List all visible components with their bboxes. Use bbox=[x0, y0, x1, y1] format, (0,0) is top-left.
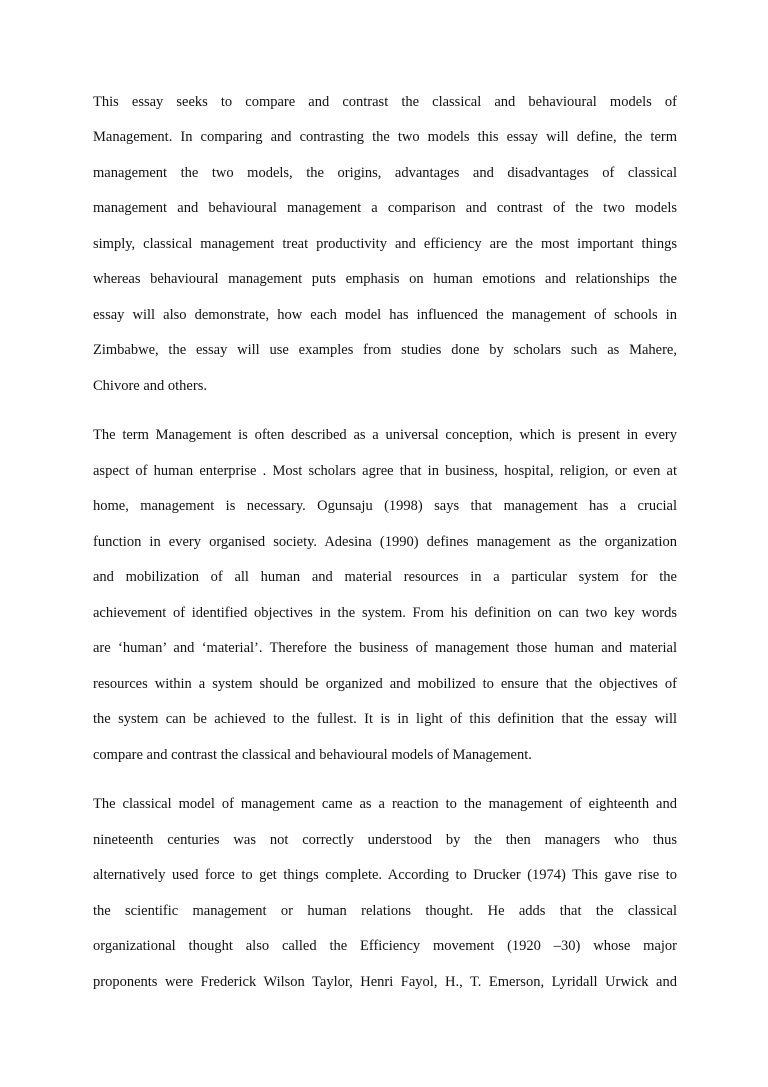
text-line: the system can be achieved to the fullest. It is in light of this definition that the essay will bbox=[93, 711, 677, 727]
text-line: The term Management is often described as a universal conception, which is present in every bbox=[93, 427, 677, 443]
text-line: management the two models, the origins, advantages and disadvantages of classical bbox=[93, 165, 677, 181]
text-line: organizational thought also called the Efficiency movement (1920 –30) whose major bbox=[93, 938, 677, 954]
text-line: alternatively used force to get things complete. According to Drucker (1974) This gave rise to bbox=[93, 867, 677, 883]
text-line: The classical model of management came as a reaction to the management of eighteenth and bbox=[93, 796, 677, 812]
text-line: whereas behavioural management puts emphasis on human emotions and relationships the bbox=[93, 271, 677, 287]
text-line: function in every organised society. Adesina (1990) defines management as the organization bbox=[93, 534, 677, 550]
text-line: nineteenth centuries was not correctly understood by the then managers who thus bbox=[93, 832, 677, 848]
text-line: This essay seeks to compare and contrast the classical and behavioural models of bbox=[93, 94, 677, 110]
text-line: resources within a system should be organized and mobilized to ensure that the objectives of bbox=[93, 676, 677, 692]
text-line: achievement of identified objectives in the system. From his definition on can two key words bbox=[93, 605, 677, 621]
text-line: aspect of human enterprise . Most scholars agree that in business, hospital, religion, or even at bbox=[93, 463, 677, 479]
text-line: compare and contrast the classical and behavioural models of Management. bbox=[93, 747, 532, 763]
text-line: home, management is necessary. Ogunsaju (1998) says that management has a crucial bbox=[93, 498, 677, 514]
text-line: proponents were Frederick Wilson Taylor, Henri Fayol, H., T. Emerson, Lyridall Urwick and bbox=[93, 974, 677, 990]
text-line: Management. In comparing and contrasting the two models this essay will define, the term bbox=[93, 129, 677, 145]
text-line: simply, classical management treat productivity and efficiency are the most important things bbox=[93, 236, 677, 252]
text-line: management and behavioural management a comparison and contrast of the two models bbox=[93, 200, 677, 216]
text-line: are ‘human’ and ‘material’. Therefore the business of management those human and material bbox=[93, 640, 677, 656]
text-line: Zimbabwe, the essay will use examples from studies done by scholars such as Mahere, bbox=[93, 342, 677, 358]
text-line: and mobilization of all human and material resources in a particular system for the bbox=[93, 569, 677, 585]
text-line: the scientific management or human relations thought. He adds that the classical bbox=[93, 903, 677, 919]
text-line: Chivore and others. bbox=[93, 378, 207, 394]
text-line: essay will also demonstrate, how each model has influenced the management of schools in bbox=[93, 307, 677, 323]
